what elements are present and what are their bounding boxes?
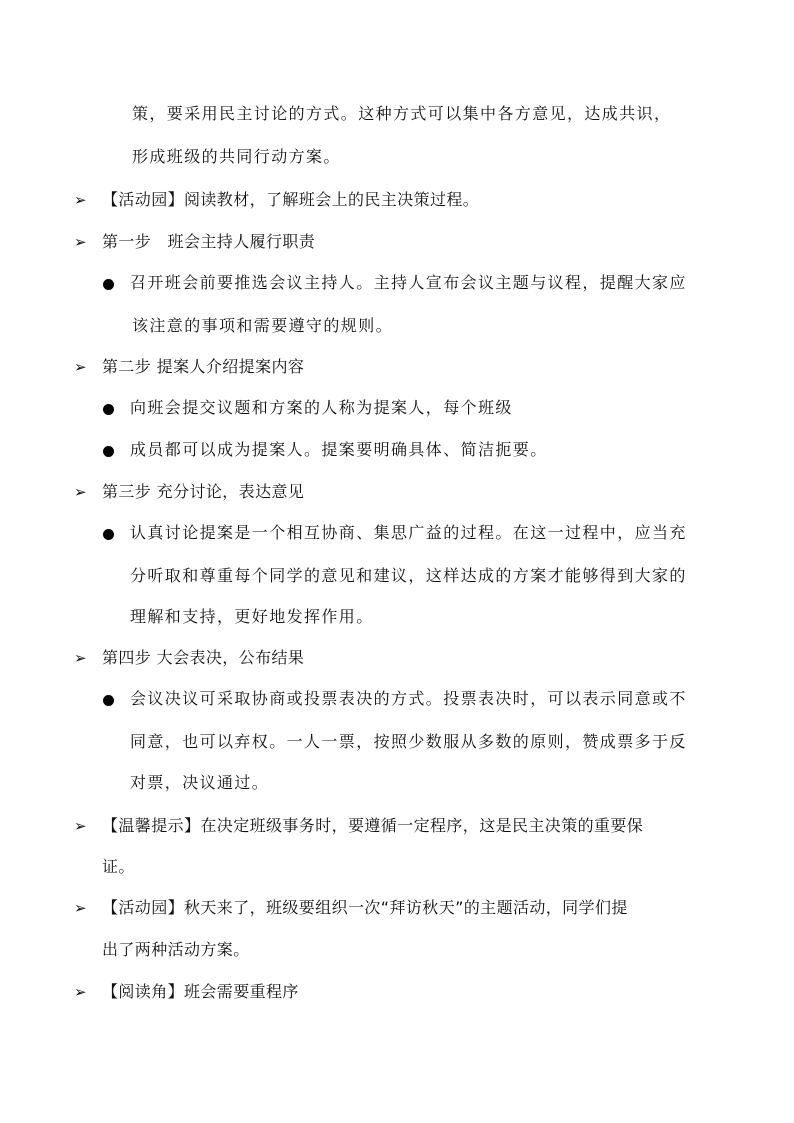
bullet-item: 【温馨提示】在决定班级事务时，要遵循一定程序，这是民主决策的重要保 bbox=[102, 816, 644, 835]
circle-bullet-icon bbox=[103, 279, 114, 290]
arrow-bullet-icon: ➢ bbox=[74, 899, 87, 917]
bullet-continuation: 证。 bbox=[102, 857, 135, 876]
sub-bullet-item: 认真讨论提案是一个相互协商、集思广益的过程。在这一过程中，应当充 bbox=[130, 523, 687, 542]
arrow-bullet-icon: ➢ bbox=[74, 817, 87, 835]
arrow-bullet-icon: ➢ bbox=[74, 649, 87, 667]
paragraph-line: 策，要采用民主讨论的方式。这种方式可以集中各方意见，达成共识， bbox=[132, 104, 672, 123]
step-heading: 第二步 提案人介绍提案内容 bbox=[102, 357, 305, 376]
bullet-continuation: 出了两种活动方案。 bbox=[102, 940, 250, 959]
circle-bullet-icon bbox=[103, 529, 114, 540]
paragraph-line: 形成班级的共同行动方案。 bbox=[132, 147, 341, 166]
step-heading: 第四步 大会表决，公布结果 bbox=[102, 648, 305, 667]
sub-bullet-item: 成员都可以成为提案人。提案要明确具体、简洁扼要。 bbox=[130, 440, 548, 459]
sub-bullet-item: 召开班会前要推选会议主持人。主持人宣布会议主题与议程，提醒大家应 bbox=[130, 273, 687, 292]
sub-bullet-continuation: 理解和支持，更好地发挥作用。 bbox=[130, 607, 374, 626]
arrow-bullet-icon: ➢ bbox=[74, 483, 87, 501]
circle-bullet-icon bbox=[103, 446, 114, 457]
arrow-bullet-icon: ➢ bbox=[74, 191, 87, 209]
step-heading: 第一步 班会主持人履行职责 bbox=[102, 232, 316, 251]
bullet-item: 【活动园】秋天来了，班级要组织一次“拜访秋天”的主题活动，同学们提 bbox=[102, 898, 628, 917]
circle-bullet-icon bbox=[103, 404, 114, 415]
sub-bullet-item: 会议决议可采取协商或投票表决的方式。投票表决时，可以表示同意或不 bbox=[130, 689, 687, 708]
arrow-bullet-icon: ➢ bbox=[74, 358, 87, 376]
step-heading: 第三步 充分讨论，表达意见 bbox=[102, 482, 305, 501]
sub-bullet-continuation: 该注意的事项和需要遵守的规则。 bbox=[132, 316, 394, 335]
bullet-item: 【阅读角】班会需要重程序 bbox=[102, 982, 299, 1001]
arrow-bullet-icon: ➢ bbox=[74, 983, 87, 1001]
sub-bullet-continuation: 同意，也可以弃权。一人一票，按照少数服从多数的原则，赞成票多于反 bbox=[130, 732, 687, 751]
sub-bullet-continuation: 对票，决议通过。 bbox=[130, 773, 270, 792]
arrow-bullet-icon: ➢ bbox=[74, 233, 87, 251]
sub-bullet-item: 向班会提交议题和方案的人称为提案人，每个班级 bbox=[130, 398, 513, 417]
circle-bullet-icon bbox=[103, 695, 114, 706]
bullet-item: 【活动园】阅读教材，了解班会上的民主决策过程。 bbox=[102, 190, 480, 209]
sub-bullet-continuation: 分听取和尊重每个同学的意见和建议，这样达成的方案才能够得到大家的 bbox=[130, 566, 687, 585]
